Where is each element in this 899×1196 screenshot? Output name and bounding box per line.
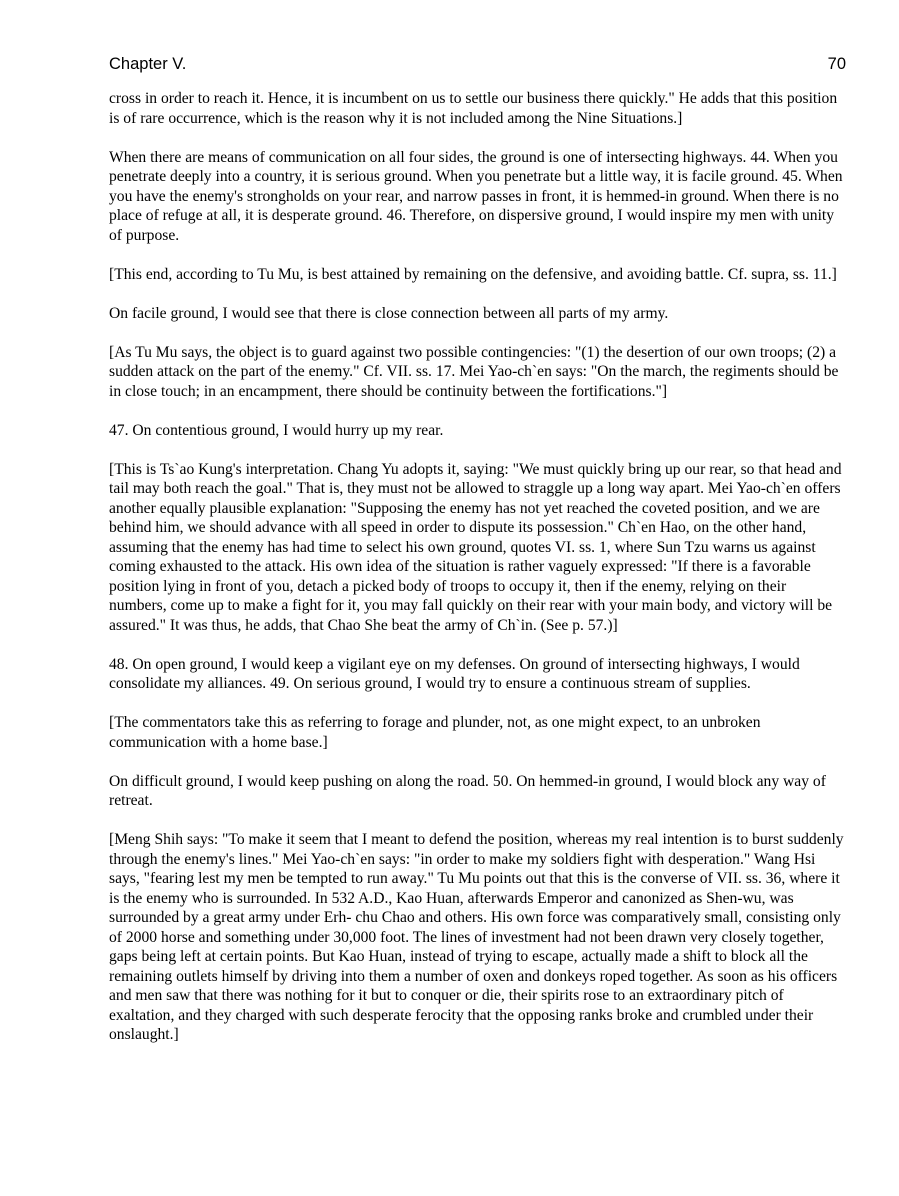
paragraph: [Meng Shih says: "To make it seem that I meant to defend the position, whereas my real intention is to burst suddenly through the enemy's lines." Mei Yao-ch`en says: "in order to make my soldiers fight with desperation." Wang Hsi says, "fearing lest my men be tempted to run away." Tu Mu points out that this is the converse of VII. ss. 36, where it is the enemy who is surrounded. In 532 A.D., Kao Huan, afterwards Emperor and canonized as Shen-wu, was surrounded by a great army under Erh- chu Chao and others. His own force was comparatively small, consisting only of 2000 horse and something under 30,000 foot. The lines of investment had not been drawn very closely together, gaps being left at certain points. But Kao Huan, instead of trying to escape, actually made a shift to block all the remaining outlets himself by driving into them a number of oxen and donkeys roped together. As soon as his officers and men saw that there was nothing for it but to conquer or die, their spirits rose to an extraordinary pitch of exaltation, and they charged with such desperate ferocity that the opposing ranks broke and crumbled under their onslaught.] bbox=[109, 831, 844, 1043]
page-header bbox=[109, 55, 846, 79]
paragraph: 48. On open ground, I would keep a vigilant eye on my defenses. On ground of intersecting highways, I would consolidate my alliances. 49. On serious ground, I would try to ensure a continuous stream of supplies. bbox=[109, 655, 800, 692]
paragraph: On difficult ground, I would keep pushing on along the road. 50. On hemmed-in ground, I would block any way of retreat. bbox=[109, 772, 826, 809]
paragraph: When there are means of communication on all four sides, the ground is one of intersecting highways. 44. When you penetrate deeply into a country, it is serious ground. When you penetrate but a little way, it is facile ground. 45. When you have the enemy's strongholds on your rear, and narrow passes in front, it is hemmed-in ground. When there is no place of refuge at all, it is desperate ground. 46. Therefore, on dispersive ground, I would inspire my men with unity of purpose. bbox=[109, 148, 843, 244]
paragraph: [This is Ts`ao Kung's interpretation. Chang Yu adopts it, saying: "We must quickly bring up our rear, so that head and tail may both reach the goal." That is, they must not be allowed to straggle up a long way apart. Mei Yao-ch`en offers another equally plausible explanation: "Supposing the enemy has not yet reached the coveted position, and we are behind him, we should advance with all speed in order to dispute its possession." Ch`en Hao, on the other hand, assuming that the enemy has had time to select his own ground, quotes VI. ss. 1, where Sun Tzu warns us against coming exhausted to the attack. His own idea of the situation is rather vaguely expressed: "If there is a favorable position lying in front of you, detach a picked body of troops to occupy it, then if the enemy, relying on their numbers, come up to make a fight for it, you may fall quickly on their rear with your main body, and victory will be assured." It was thus, he adds, that Chao She beat the army of Ch`in. (See p. 57.)] bbox=[109, 460, 842, 634]
page-body bbox=[109, 89, 846, 1064]
paragraph: cross in order to reach it. Hence, it is incumbent on us to settle our business there quickly." He adds that this position is of rare occurrence, which is the reason why it is not included among the Nine Situations.] bbox=[109, 90, 838, 127]
page-number: 70 bbox=[827, 55, 846, 73]
paragraph: On facile ground, I would see that there is close connection between all parts of my army. bbox=[109, 304, 669, 322]
paragraph: 47. On contentious ground, I would hurry up my rear. bbox=[109, 421, 444, 439]
paragraph: [The commentators take this as referring to forage and plunder, not, as one might expect, to an unbroken communication with a home base.] bbox=[109, 714, 761, 751]
paragraph: [This end, according to Tu Mu, is best attained by remaining on the defensive, and avoiding battle. Cf. supra, ss. 11.] bbox=[109, 265, 837, 283]
chapter-title: Chapter V. bbox=[109, 55, 187, 73]
paragraph: [As Tu Mu says, the object is to guard against two possible contingencies: "(1) the desertion of our own troops; (2) a sudden attack on the part of the enemy." Cf. VII. ss. 17. Mei Yao-ch`en says: "On the march, the regiments should be in close touch; in an encampment, there should be continuity between the fortifications."] bbox=[109, 343, 839, 400]
